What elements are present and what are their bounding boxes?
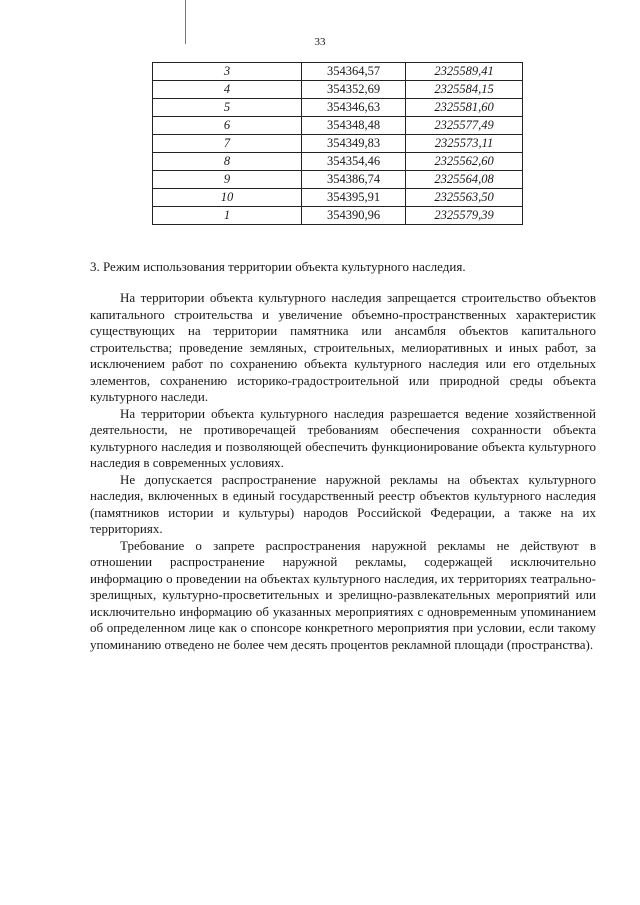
table-row [153, 63, 523, 81]
y-coordinate-cell: 2325562,60 [406, 153, 523, 171]
point-number-cell: 5 [153, 99, 302, 117]
x-coordinate-cell: 354386,74 [302, 171, 406, 189]
y-coordinate-cell: 2325577,49 [406, 117, 523, 135]
x-coordinate-cell: 354364,57 [302, 63, 406, 81]
table-row [153, 99, 523, 117]
point-number-cell: 10 [153, 189, 302, 207]
point-number-cell: 8 [153, 153, 302, 171]
x-coordinate-cell: 354354,46 [302, 153, 406, 171]
table-row [153, 135, 523, 153]
x-coordinate-cell: 354348,48 [302, 117, 406, 135]
point-number-cell: 3 [153, 63, 302, 81]
point-number-cell: 1 [153, 207, 302, 225]
table-row [153, 81, 523, 99]
table-row [153, 189, 523, 207]
point-number-cell: 4 [153, 81, 302, 99]
x-coordinate-cell: 354395,91 [302, 189, 406, 207]
paragraph: На территории объекта культурного наследия запрещается строительство объектов капитального строительства и увеличение объемно-пространственных характеристик существующих на территории памятника или ансамбля объектов капитального строительства; проведение земляных, строительных, мелиоративных и иных работ, за исключением работ по сохранению объекта культурного наследия или его отдельных элементов, сохранению историко-градостроительной или природной среды объекта культурного наследи. [90, 290, 596, 404]
coordinates-table [152, 62, 523, 225]
paragraph: Требование о запрете распространения наружной рекламы не действуют в отношении распространение наружной рекламы, содержащей исключительно информацию о проведении на объектах культурного наследия, их территориях театрально-зрелищных, культурно-просветительных и зрелищно-развлекательных мероприятий или исключительно информацию об указанных мероприятиях с одновременным упоминанием об определенном лице как о спонсоре конкретного мероприятия при условии, если такому упоминанию отведено не более чем десять процентов рекламной площади (пространства). [90, 537, 596, 652]
point-number-cell: 9 [153, 171, 302, 189]
x-coordinate-cell: 354349,83 [302, 135, 406, 153]
y-coordinate-cell: 2325581,60 [406, 99, 523, 117]
table-row [153, 207, 523, 225]
y-coordinate-cell: 2325573,11 [406, 135, 523, 153]
body-text [90, 290, 596, 653]
point-number-cell: 6 [153, 117, 302, 135]
y-coordinate-cell: 2325563,50 [406, 189, 523, 207]
table-row [153, 117, 523, 135]
y-coordinate-cell: 2325564,08 [406, 171, 523, 189]
table-row [153, 153, 523, 171]
paragraph: Не допускается распространение наружной рекламы на объектах культурного наследия, включенных в единый государственный реестр объектов культурного наследия (памятников истории и культуры) народов Российской Федерации, а также на их территориях. [90, 471, 596, 536]
x-coordinate-cell: 354352,69 [302, 81, 406, 99]
paragraph: На территории объекта культурного наследия разрешается ведение хозяйственной деятельности, не противоречащей требованиям обеспечения сохранности объекта культурного наследия и позволяющей обеспечить функционирование объекта культурного наследия в современных условиях. [90, 405, 596, 470]
section-heading: 3. Режим использования территории объекта культурного наследия. [90, 259, 466, 274]
table-row [153, 171, 523, 189]
page-number: 33 [314, 36, 326, 48]
x-coordinate-cell: 354390,96 [302, 207, 406, 225]
y-coordinate-cell: 2325589,41 [406, 63, 523, 81]
point-number-cell: 7 [153, 135, 302, 153]
y-coordinate-cell: 2325579,39 [406, 207, 523, 225]
x-coordinate-cell: 354346,63 [302, 99, 406, 117]
y-coordinate-cell: 2325584,15 [406, 81, 523, 99]
